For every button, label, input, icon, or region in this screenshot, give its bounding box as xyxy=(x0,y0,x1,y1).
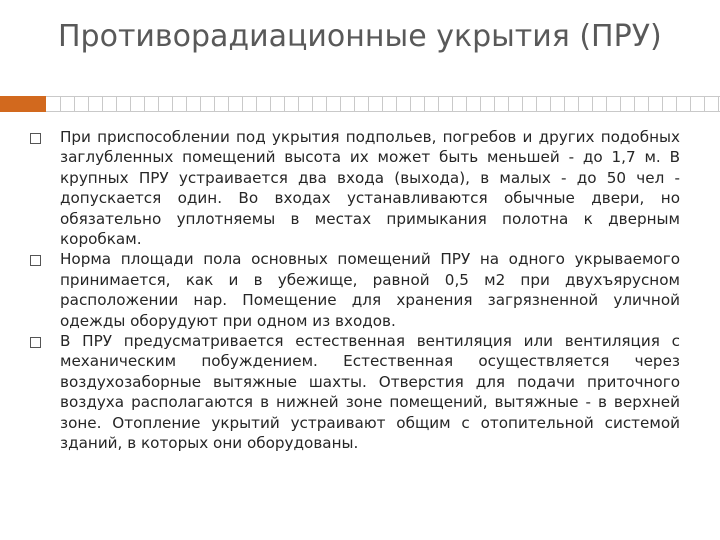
divider-tick xyxy=(256,96,257,112)
divider-tick xyxy=(676,96,677,112)
divider-tick xyxy=(718,96,719,112)
divider-tick xyxy=(102,96,103,112)
divider-line-bottom xyxy=(46,111,720,112)
square-bullet-icon xyxy=(30,337,41,348)
divider-tick xyxy=(340,96,341,112)
divider-tick xyxy=(284,96,285,112)
divider-tick xyxy=(144,96,145,112)
divider-tick xyxy=(186,96,187,112)
list-item xyxy=(28,127,680,249)
divider-tick xyxy=(662,96,663,112)
slide-title: Противорадиационные укрытия (ПРУ) xyxy=(58,19,662,54)
divider-tick xyxy=(466,96,467,112)
divider-tick xyxy=(158,96,159,112)
divider-tick xyxy=(214,96,215,112)
divider-tick xyxy=(690,96,691,112)
divider-tick xyxy=(522,96,523,112)
divider-tick xyxy=(116,96,117,112)
divider-tick xyxy=(634,96,635,112)
divider-tick xyxy=(550,96,551,112)
divider-tick xyxy=(130,96,131,112)
header-divider xyxy=(0,96,720,112)
bullet-list xyxy=(28,127,680,454)
divider-tick xyxy=(410,96,411,112)
divider-tick xyxy=(312,96,313,112)
divider-tick xyxy=(592,96,593,112)
divider-tick xyxy=(536,96,537,112)
list-item xyxy=(28,249,680,331)
divider-tick xyxy=(620,96,621,112)
divider-tick xyxy=(242,96,243,112)
divider-tick xyxy=(578,96,579,112)
divider-tick xyxy=(88,96,89,112)
divider-tick xyxy=(648,96,649,112)
divider-line-top xyxy=(46,96,720,97)
divider-tick xyxy=(172,96,173,112)
bullet-text: В ПРУ предусматривается естественная вентиляция или вентиляция с механическим побуждением. Естественная осуществляется через воздухозаборные вытяжные шахты. Отверстия для подачи приточного воздуха располагаются в нижней зоне помещений, вытяжные - в верхней зоне. Отопление укрытий устраивают общим с отопительной системой зданий, в которых они оборудованы. xyxy=(60,332,680,453)
divider-tick xyxy=(354,96,355,112)
divider-tick xyxy=(452,96,453,112)
square-bullet-icon xyxy=(30,133,41,144)
divider-tick xyxy=(564,96,565,112)
divider-tick xyxy=(438,96,439,112)
bullet-text: При приспособлении под укрытия подпольев, погребов и других подобных заглубленных помещений высота их может быть меньшей - до 1,7 м. В крупных ПРУ устраивается два входа (выхода), в малых - до 50 чел - допускается один. Во входах устанавливаются обычные двери, но обязательно уплотняемы в местах примыкания полотна к дверным коробкам. xyxy=(60,128,680,249)
divider-tick xyxy=(298,96,299,112)
divider-tick xyxy=(704,96,705,112)
divider-tick xyxy=(368,96,369,112)
divider-tick xyxy=(326,96,327,112)
bullet-text: Норма площади пола основных помещений ПРУ на одного укрываемого принимается, как и в убежище, равной 0,5 м2 при двухъярусном расположении нар. Помещение для хранения загрязненной уличной одежды оборудуют при одном из входов. xyxy=(60,250,680,330)
list-item xyxy=(28,331,680,453)
divider-tick xyxy=(494,96,495,112)
square-bullet-icon xyxy=(30,255,41,266)
divider-tick xyxy=(480,96,481,112)
divider-tick xyxy=(606,96,607,112)
divider-tick xyxy=(200,96,201,112)
divider-tick xyxy=(74,96,75,112)
divider-tick xyxy=(396,96,397,112)
divider-tick xyxy=(424,96,425,112)
divider-tick xyxy=(60,96,61,112)
accent-block xyxy=(0,96,46,112)
divider-tick xyxy=(508,96,509,112)
divider-tick xyxy=(382,96,383,112)
divider-tick xyxy=(228,96,229,112)
divider-tick xyxy=(270,96,271,112)
